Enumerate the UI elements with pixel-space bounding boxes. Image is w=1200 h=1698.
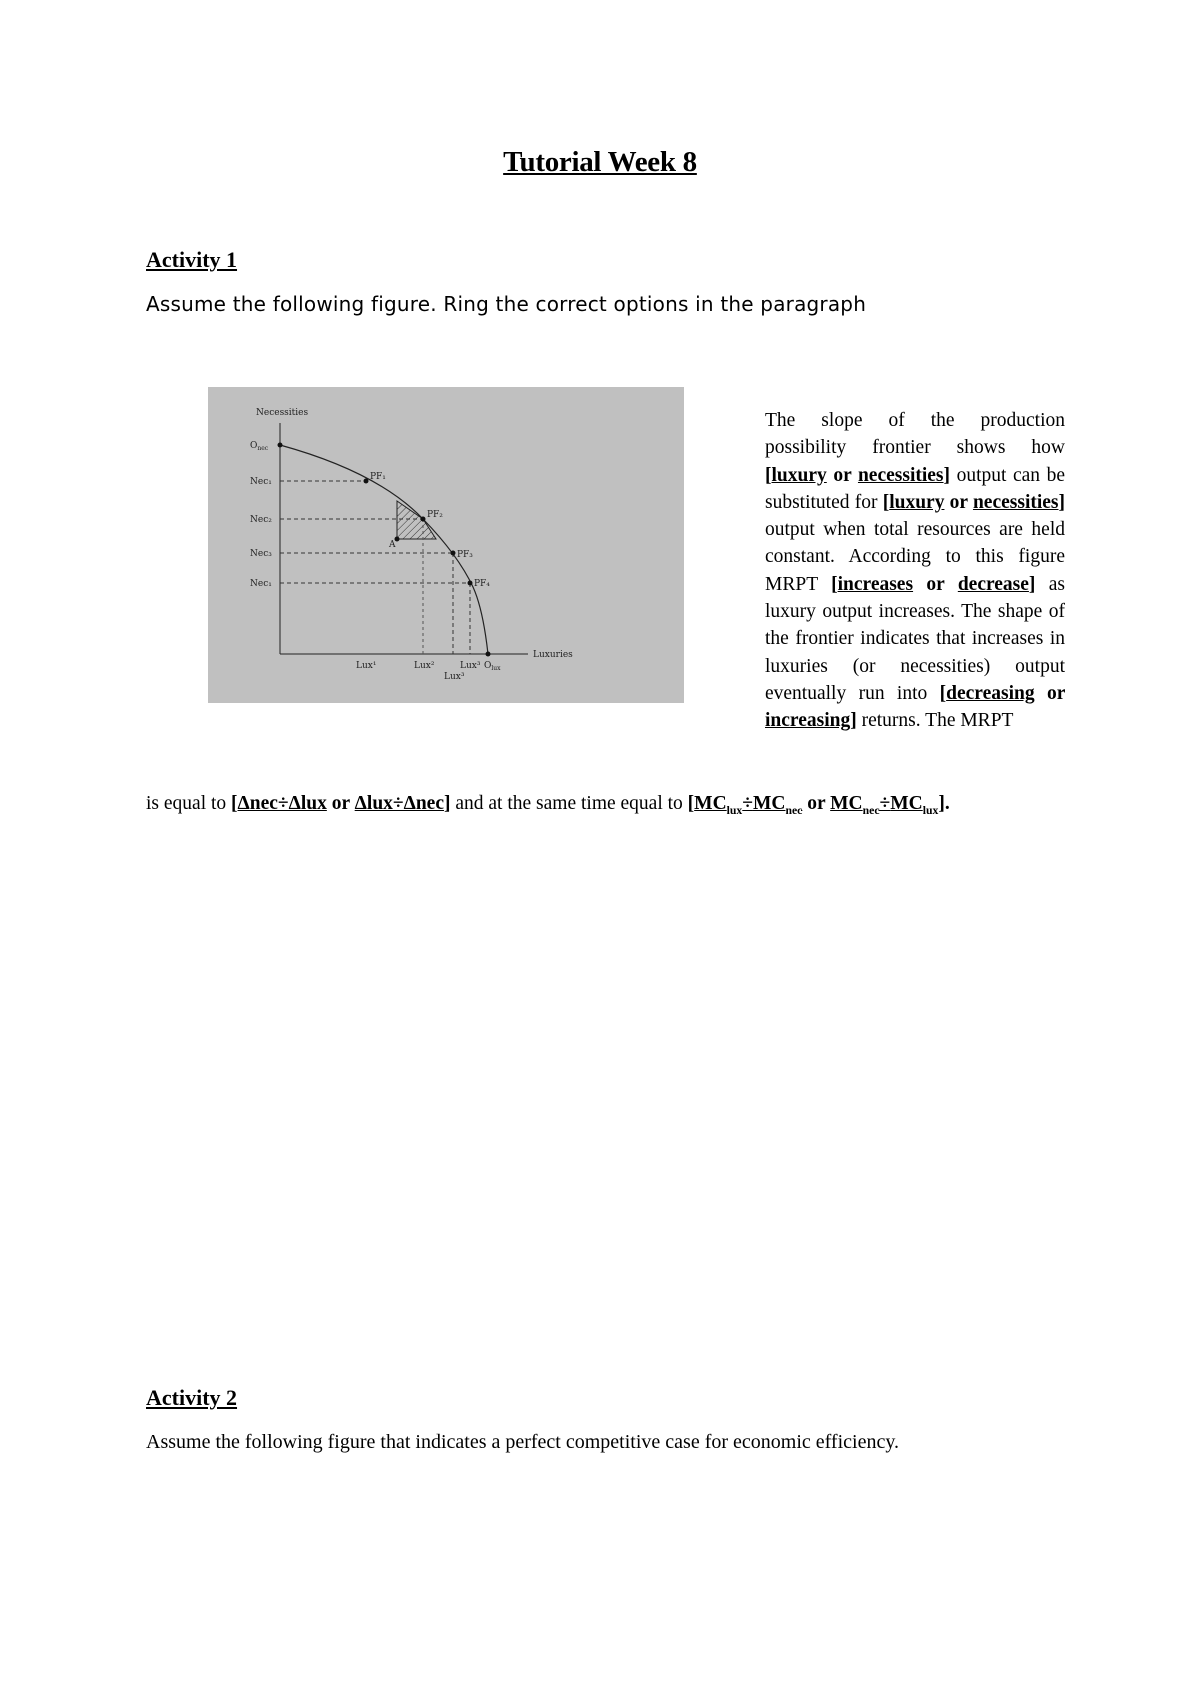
option-increases[interactable]: increases: [837, 573, 914, 595]
x-tick-lux3: Lux³: [444, 672, 465, 682]
activity-1-paragraph-end: is equal to [Δnec÷Δlux or Δlux÷Δnec] and at the same time equal to [$MC_{lux}\div MC_{nec}$ or $MC_{nec}\div MC_{lux}$].: [146, 793, 950, 817]
option-necessities-1[interactable]: necessities: [857, 464, 944, 486]
option-increasing[interactable]: increasing: [765, 710, 851, 732]
point-a-label: A: [389, 540, 396, 550]
y-tick-nec3: Nec₂: [250, 515, 272, 525]
x-axis-label: Luxuries: [533, 650, 573, 660]
x-tick-lux2: Lux²: [414, 661, 435, 671]
point-pf1-label: PF₁: [370, 472, 386, 482]
y-axis-label: Necessities: [256, 408, 309, 418]
page-title: Tutorial Week 8: [503, 146, 697, 178]
option-mclux-mcnec[interactable]: $MC_{lux}\div MC_{nec}$: [694, 793, 803, 817]
y-tick-nec1: Nec₁: [250, 579, 272, 589]
option-mcnec-mclux[interactable]: $MC_{nec}\div MC_{lux}$: [830, 793, 939, 817]
activity-1-instruction: Assume the following figure. Ring the correct options in the paragraph: [146, 292, 867, 316]
activity-1-paragraph: The slope of the production possibility frontier shows how [luxury or necessities] output can be substituted for [luxury or necessities] output when total resources are held constant. According to this figure MRPT [increases or decrease] as luxury output increases. The shape of the frontier indicates that increases in luxuries (or necessities) output eventually run into [decreasing or increasing] returns. The MRPT: [765, 410, 1066, 732]
option-luxury-2[interactable]: luxury: [889, 491, 945, 513]
option-necessities-2[interactable]: necessities: [972, 491, 1059, 513]
x-tick-lux1: Lux¹: [356, 661, 377, 671]
option-decreasing[interactable]: decreasing: [946, 682, 1035, 704]
activity-1-heading: Activity 1: [146, 247, 238, 272]
point-pf3-label: PF₃: [457, 550, 473, 560]
option-decrease[interactable]: decrease: [957, 573, 1029, 595]
y-tick-origin: $O_{nec}$: [250, 441, 269, 452]
hatched-triangle: [397, 501, 436, 539]
activity-2-instruction: Assume the following figure that indicates a perfect competitive case for economic efficiency.: [146, 1431, 900, 1453]
y-tick-nec4: Nec₁: [250, 477, 272, 487]
option-dlux-dnec[interactable]: Δlux÷Δnec: [354, 793, 444, 814]
x-tick-lux4: Lux³: [460, 661, 481, 671]
x-tick-origin: $O_{lux}$: [484, 661, 501, 672]
ppf-diagram: [208, 387, 684, 703]
point-pf2-label: PF₂: [427, 510, 443, 520]
activity-2-heading: Activity 2: [146, 1385, 238, 1410]
option-dnec-dlux[interactable]: Δnec÷Δlux: [237, 793, 327, 814]
point-pf4-label: PF₄: [474, 579, 490, 589]
option-luxury-1[interactable]: luxury: [771, 464, 827, 486]
y-tick-nec2: Nec₃: [250, 549, 272, 559]
ppf-figure: [208, 387, 684, 703]
